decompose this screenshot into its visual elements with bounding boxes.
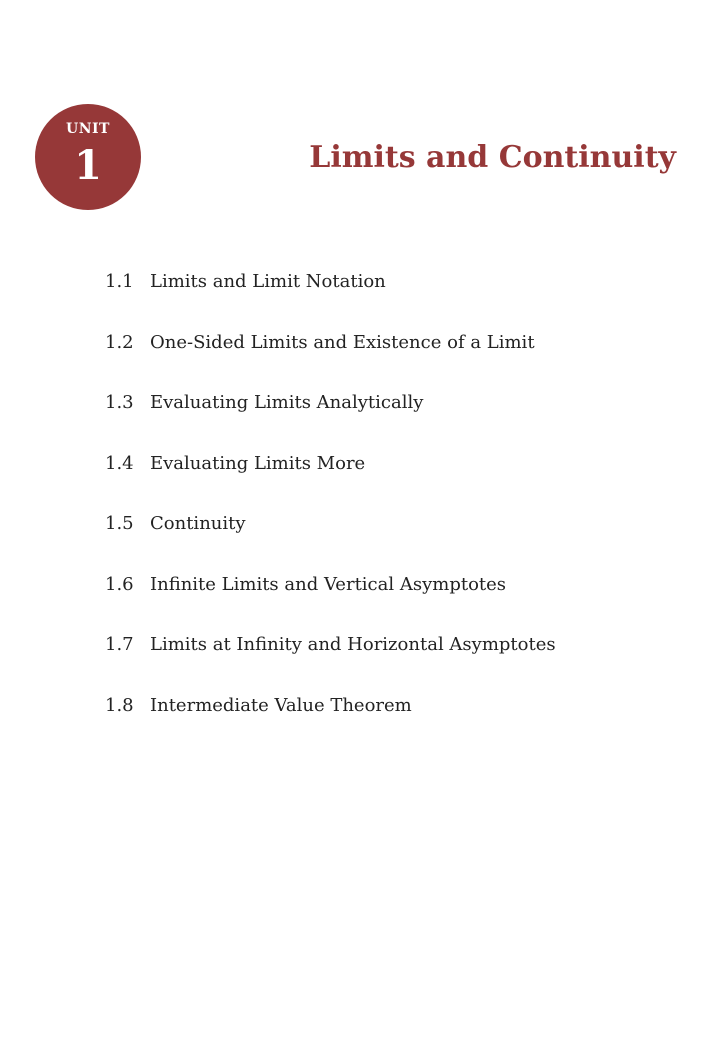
section-title: One-Sided Limits and Existence of a Limit <box>150 331 535 353</box>
section-title: Limits and Limit Notation <box>150 271 386 292</box>
unit-label: UNIT <box>66 121 110 137</box>
section-title: Evaluating Limits More <box>150 452 366 474</box>
unit-title: Limits and Continuity <box>309 140 676 175</box>
toc-item <box>105 692 556 753</box>
section-number: 1.1 <box>105 271 134 292</box>
section-number: 1.3 <box>105 392 134 413</box>
toc-item <box>105 450 556 511</box>
section-number: 1.6 <box>105 573 134 595</box>
section-title: Evaluating Limits Analytically <box>150 392 424 413</box>
toc-item <box>105 389 556 450</box>
toc-item <box>105 631 556 692</box>
section-title: Limits at Infinity and Horizontal Asymptotes <box>150 634 556 655</box>
section-title: Continuity <box>150 513 246 534</box>
toc-item <box>105 510 556 571</box>
toc-item <box>105 268 556 329</box>
section-number: 1.5 <box>105 513 134 534</box>
table-of-contents <box>105 268 556 752</box>
section-number: 1.4 <box>105 452 134 474</box>
section-number: 1.7 <box>105 634 134 655</box>
toc-item <box>105 571 556 632</box>
toc-item <box>105 329 556 390</box>
section-title: Intermediate Value Theorem <box>150 694 412 716</box>
section-title: Infinite Limits and Vertical Asymptotes <box>150 573 507 595</box>
unit-badge <box>35 104 141 210</box>
unit-number: 1 <box>74 142 102 189</box>
section-number: 1.2 <box>105 331 134 353</box>
section-number: 1.8 <box>105 694 134 716</box>
